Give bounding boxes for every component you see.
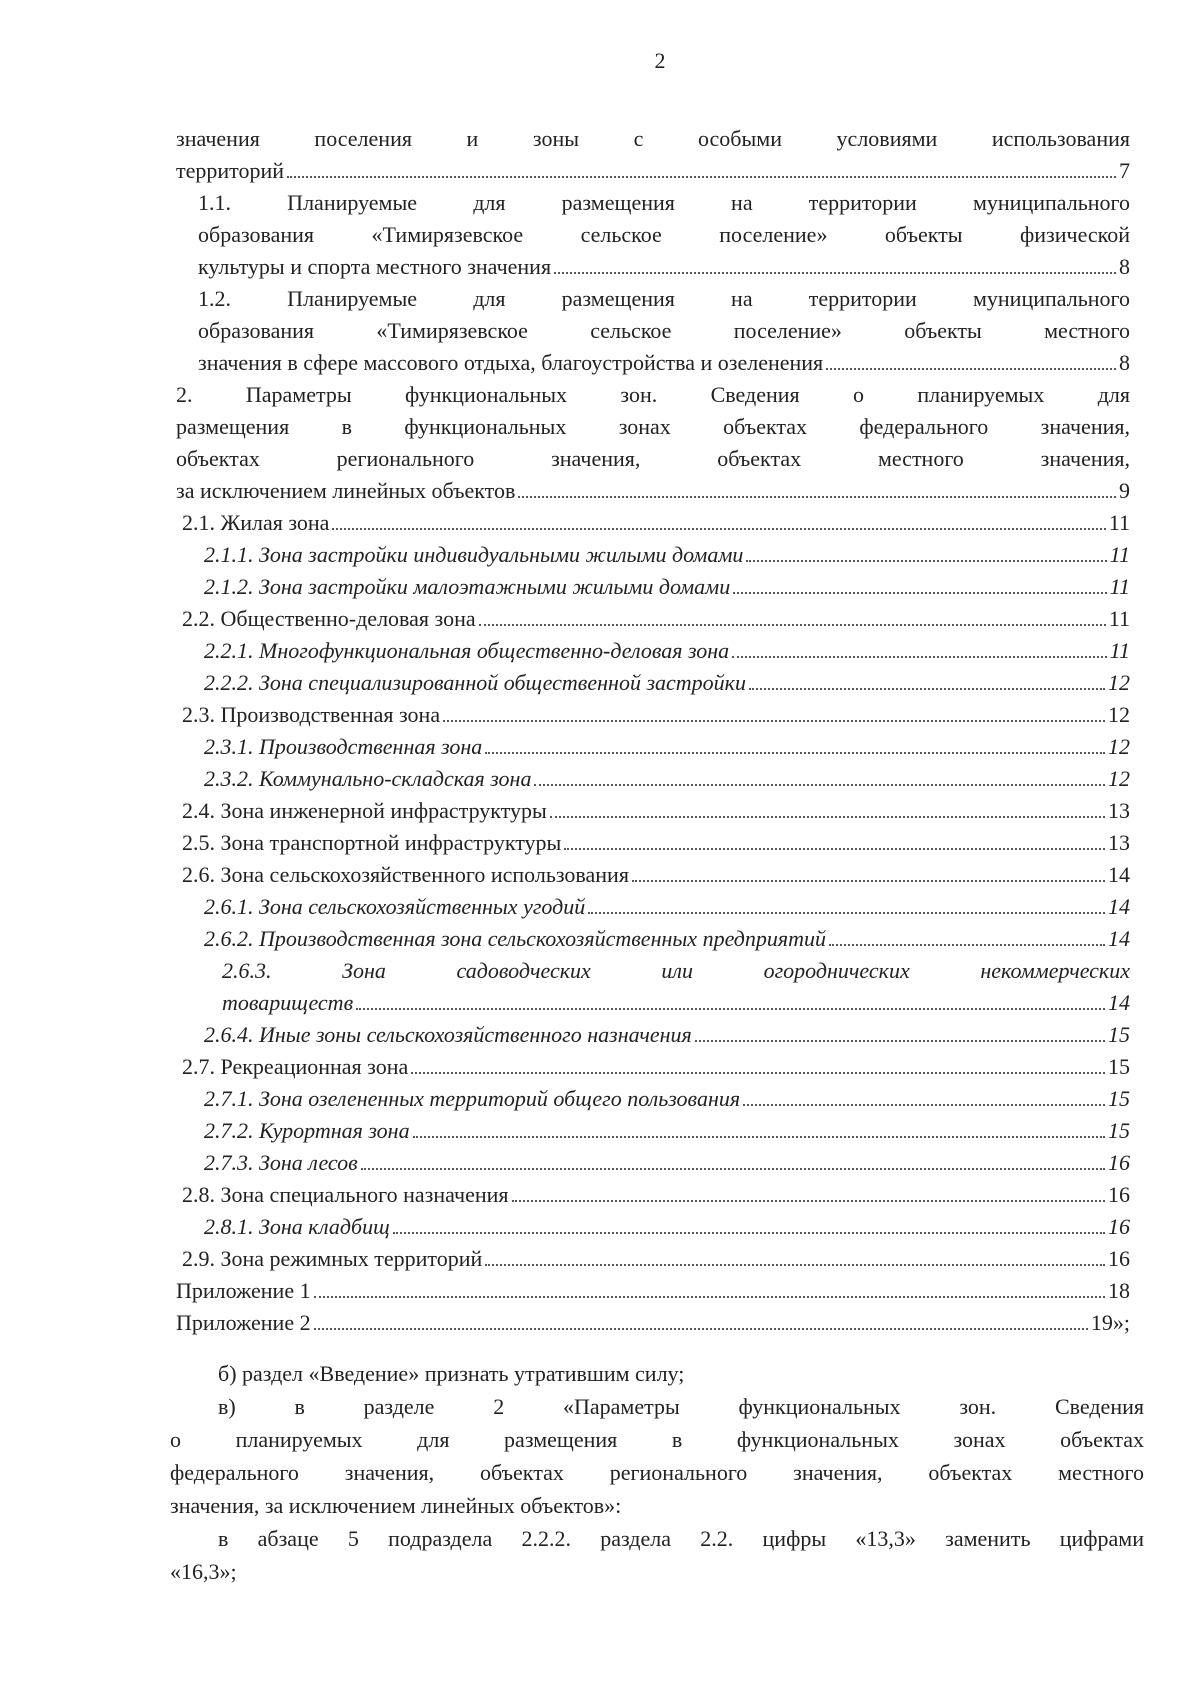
toc-page-number: 11	[1109, 574, 1130, 599]
dot-leader	[332, 528, 1105, 530]
toc-entry[interactable]	[176, 539, 1130, 571]
dot-leader	[733, 592, 1106, 594]
dot-leader	[826, 368, 1116, 370]
dot-leader	[314, 1296, 1105, 1298]
toc-entry[interactable]	[176, 1115, 1130, 1147]
toc-page-number: 12	[1108, 702, 1130, 727]
toc-entry-text: 2.9. Зона режимных территорий	[182, 1246, 483, 1271]
toc-page-number: 12	[1108, 766, 1130, 791]
toc-entry-text: 2.8.1. Зона кладбищ	[204, 1214, 390, 1239]
toc-items-list	[176, 507, 1130, 955]
toc-entry-text: территорий	[176, 158, 285, 183]
dot-leader	[534, 784, 1105, 786]
toc-entry[interactable]	[176, 1243, 1130, 1275]
toc-page-number: 16	[1108, 1246, 1130, 1271]
toc-entry-text: 2.6. Зона сельскохозяйственного использования	[182, 862, 629, 887]
dot-leader	[485, 1264, 1105, 1266]
toc-entry[interactable]	[176, 891, 1130, 923]
dot-leader	[314, 1328, 1088, 1330]
toc-page-number: 13	[1108, 830, 1130, 855]
dot-leader	[411, 1072, 1105, 1074]
dot-leader	[550, 816, 1105, 818]
toc-entry-zones-special-conditions[interactable]	[176, 123, 1130, 187]
toc-entry-text: значения поселения и зоны с особыми условиями использования	[176, 126, 1130, 151]
toc-page-number: 15	[1108, 1086, 1130, 1111]
toc-entry[interactable]	[176, 731, 1130, 763]
toc-items-list	[176, 1019, 1130, 1339]
toc-entry-text: 2.7. Рекреационная зона	[182, 1054, 409, 1079]
toc-page-number: 16	[1108, 1182, 1130, 1207]
dot-leader	[512, 1200, 1105, 1202]
toc-page-number: 13	[1108, 798, 1130, 823]
toc-entry-text: 2.6.3. Зона садоводческих или огороднических некоммерческих	[222, 958, 1130, 983]
toc-entry-2-6-3[interactable]	[176, 955, 1130, 1019]
toc-entry[interactable]	[176, 603, 1130, 635]
toc-page-number: 19»;	[1090, 1310, 1130, 1335]
toc-entry-text: образования «Тимирязевское сельское поселение» объекты физической	[198, 222, 1130, 247]
toc-entry-text: образования «Тимирязевское сельское поселение» объекты местного	[198, 318, 1130, 343]
amendment-paragraph: в абзаце 5 подраздела 2.2.2. раздела 2.2. цифры «13,3» заменить цифрами	[218, 1526, 1144, 1551]
toc-entry-1-1[interactable]	[176, 187, 1130, 283]
toc-entry[interactable]	[176, 1083, 1130, 1115]
amendment-v-text: федерального значения, объектах регионального значения, объектах местного	[170, 1460, 1144, 1485]
amendment-b: б) раздел «Введение» признать утратившим силу;	[218, 1361, 685, 1386]
toc-page-number: 14	[1108, 894, 1130, 919]
toc-page-number: 15	[1108, 1118, 1130, 1143]
amendment-v-text: значения, за исключением линейных объектов»:	[170, 1493, 622, 1518]
toc-entry-text: 2.3.2. Коммунально-складская зона	[204, 766, 532, 791]
toc-entry[interactable]	[176, 571, 1130, 603]
toc-entry-text: 2.5. Зона транспортной инфраструктуры	[182, 830, 562, 855]
dot-leader	[443, 720, 1105, 722]
toc-entry[interactable]	[176, 1051, 1130, 1083]
toc-page-number: 11	[1109, 638, 1130, 663]
toc-page-number: 16	[1108, 1214, 1130, 1239]
toc-entry-text: 2.3.1. Производственная зона	[204, 734, 483, 759]
toc-entry-text: 2.7.3. Зона лесов	[204, 1150, 358, 1175]
dot-leader	[743, 1104, 1105, 1106]
dot-leader	[393, 1232, 1105, 1234]
toc-page-number: 14	[1108, 990, 1130, 1015]
toc-entry[interactable]	[176, 1307, 1130, 1339]
dot-leader	[632, 880, 1105, 882]
dot-leader	[695, 1040, 1105, 1042]
toc-entry-text: 2.1.2. Зона застройки малоэтажными жилыми домами	[204, 574, 731, 599]
toc-entry[interactable]	[176, 1211, 1130, 1243]
toc-entry-text: товариществ	[222, 990, 354, 1015]
dot-leader	[732, 656, 1106, 658]
toc-page-number: 11	[1108, 606, 1130, 631]
dot-leader	[479, 624, 1106, 626]
toc-page-number: 15	[1108, 1054, 1130, 1079]
amendments-section	[170, 1357, 1144, 1588]
toc-entry[interactable]	[176, 923, 1130, 955]
toc-page-number: 16	[1108, 1150, 1130, 1175]
table-of-contents	[176, 123, 1130, 1339]
dot-leader	[829, 944, 1105, 946]
toc-page-number: 11	[1108, 510, 1130, 535]
dot-leader	[588, 912, 1105, 914]
toc-entry-text: 2.4. Зона инженерной инфраструктуры	[182, 798, 547, 823]
toc-entry-text: 2.7.1. Зона озелененных территорий общего пользования	[204, 1086, 741, 1111]
amendment-v: в) в разделе 2 «Параметры функциональных зон. Сведения	[218, 1394, 1144, 1419]
dot-leader	[749, 688, 1105, 690]
toc-entry[interactable]	[176, 507, 1130, 539]
toc-page-number: 12	[1108, 670, 1130, 695]
toc-page-number: 15	[1108, 1022, 1130, 1047]
toc-entry[interactable]	[176, 827, 1130, 859]
toc-entry[interactable]	[176, 635, 1130, 667]
dot-leader	[361, 1168, 1105, 1170]
dot-leader	[413, 1136, 1105, 1138]
dot-leader	[564, 848, 1105, 850]
dot-leader	[485, 752, 1105, 754]
dot-leader	[746, 560, 1106, 562]
toc-entry-1-2[interactable]	[176, 283, 1130, 379]
toc-entry-text: 2.3. Производственная зона	[182, 702, 441, 727]
toc-entry-text: 2.7.2. Курортная зона	[204, 1118, 410, 1143]
toc-page-number: 9	[1119, 478, 1130, 503]
toc-entry-text: за исключением линейных объектов	[176, 478, 516, 503]
page-number: 2	[654, 48, 666, 73]
toc-entry-text: 2.8. Зона специального назначения	[182, 1182, 509, 1207]
toc-entry-text: 1.1. Планируемые для размещения на территории муниципального	[198, 190, 1130, 215]
toc-entry[interactable]	[176, 763, 1130, 795]
dot-leader	[287, 176, 1116, 178]
toc-entry[interactable]	[176, 667, 1130, 699]
toc-entry-text: 2.6.1. Зона сельскохозяйственных угодий	[204, 894, 586, 919]
toc-entry-text: 1.2. Планируемые для размещения на территории муниципального	[198, 286, 1130, 311]
toc-entry-text: 2.6.4. Иные зоны сельскохозяйственного назначения	[204, 1022, 692, 1047]
toc-entry[interactable]	[176, 1019, 1130, 1051]
dot-leader	[518, 496, 1116, 498]
toc-entry[interactable]	[176, 699, 1130, 731]
toc-entry-text: 2. Параметры функциональных зон. Сведения о планируемых для	[176, 382, 1130, 407]
toc-entry-text: значения в сфере массового отдыха, благоустройства и озеленения	[198, 350, 824, 375]
toc-entry-text: 2.2. Общественно-деловая зона	[182, 606, 476, 631]
toc-entry-text: размещения в функциональных зонах объектах федерального значения,	[176, 414, 1130, 439]
amendment-v-text: о планируемых для размещения в функциональных зонах объектах	[170, 1427, 1144, 1452]
toc-entry-text: 2.2.1. Многофункциональная общественно-деловая зона	[204, 638, 730, 663]
toc-page-number: 12	[1108, 734, 1130, 759]
toc-entry-text: 2.1. Жилая зона	[182, 510, 330, 535]
toc-entry-text: 2.6.2. Производственная зона сельскохозяйственных предприятий	[204, 926, 827, 951]
toc-entry[interactable]	[176, 1275, 1130, 1307]
toc-entry-text: объектах регионального значения, объектах местного значения,	[176, 446, 1130, 471]
toc-entry[interactable]	[176, 1147, 1130, 1179]
toc-entry-text: культуры и спорта местного значения	[198, 254, 552, 279]
toc-page-number: 8	[1119, 254, 1130, 279]
dot-leader	[554, 272, 1116, 274]
toc-entry[interactable]	[176, 1179, 1130, 1211]
toc-entry-2[interactable]	[176, 379, 1130, 507]
toc-page-number: 7	[1119, 158, 1130, 183]
dot-leader	[356, 1008, 1105, 1010]
toc-page-number: 18	[1108, 1278, 1130, 1303]
toc-page-number: 8	[1119, 350, 1130, 375]
toc-entry-text: 2.1.1. Зона застройки индивидуальными жилыми домами	[204, 542, 744, 567]
toc-entry-text: Приложение 2	[176, 1310, 311, 1335]
toc-entry-text: Приложение 1	[176, 1278, 311, 1303]
toc-entry[interactable]	[176, 859, 1130, 891]
toc-entry-text: 2.2.2. Зона специализированной общественной застройки	[204, 670, 746, 695]
toc-page-number: 14	[1108, 862, 1130, 887]
toc-entry[interactable]	[176, 795, 1130, 827]
toc-page-number: 14	[1108, 926, 1130, 951]
amendment-paragraph-text: «16,3»;	[170, 1559, 237, 1584]
toc-page-number: 11	[1109, 542, 1130, 567]
